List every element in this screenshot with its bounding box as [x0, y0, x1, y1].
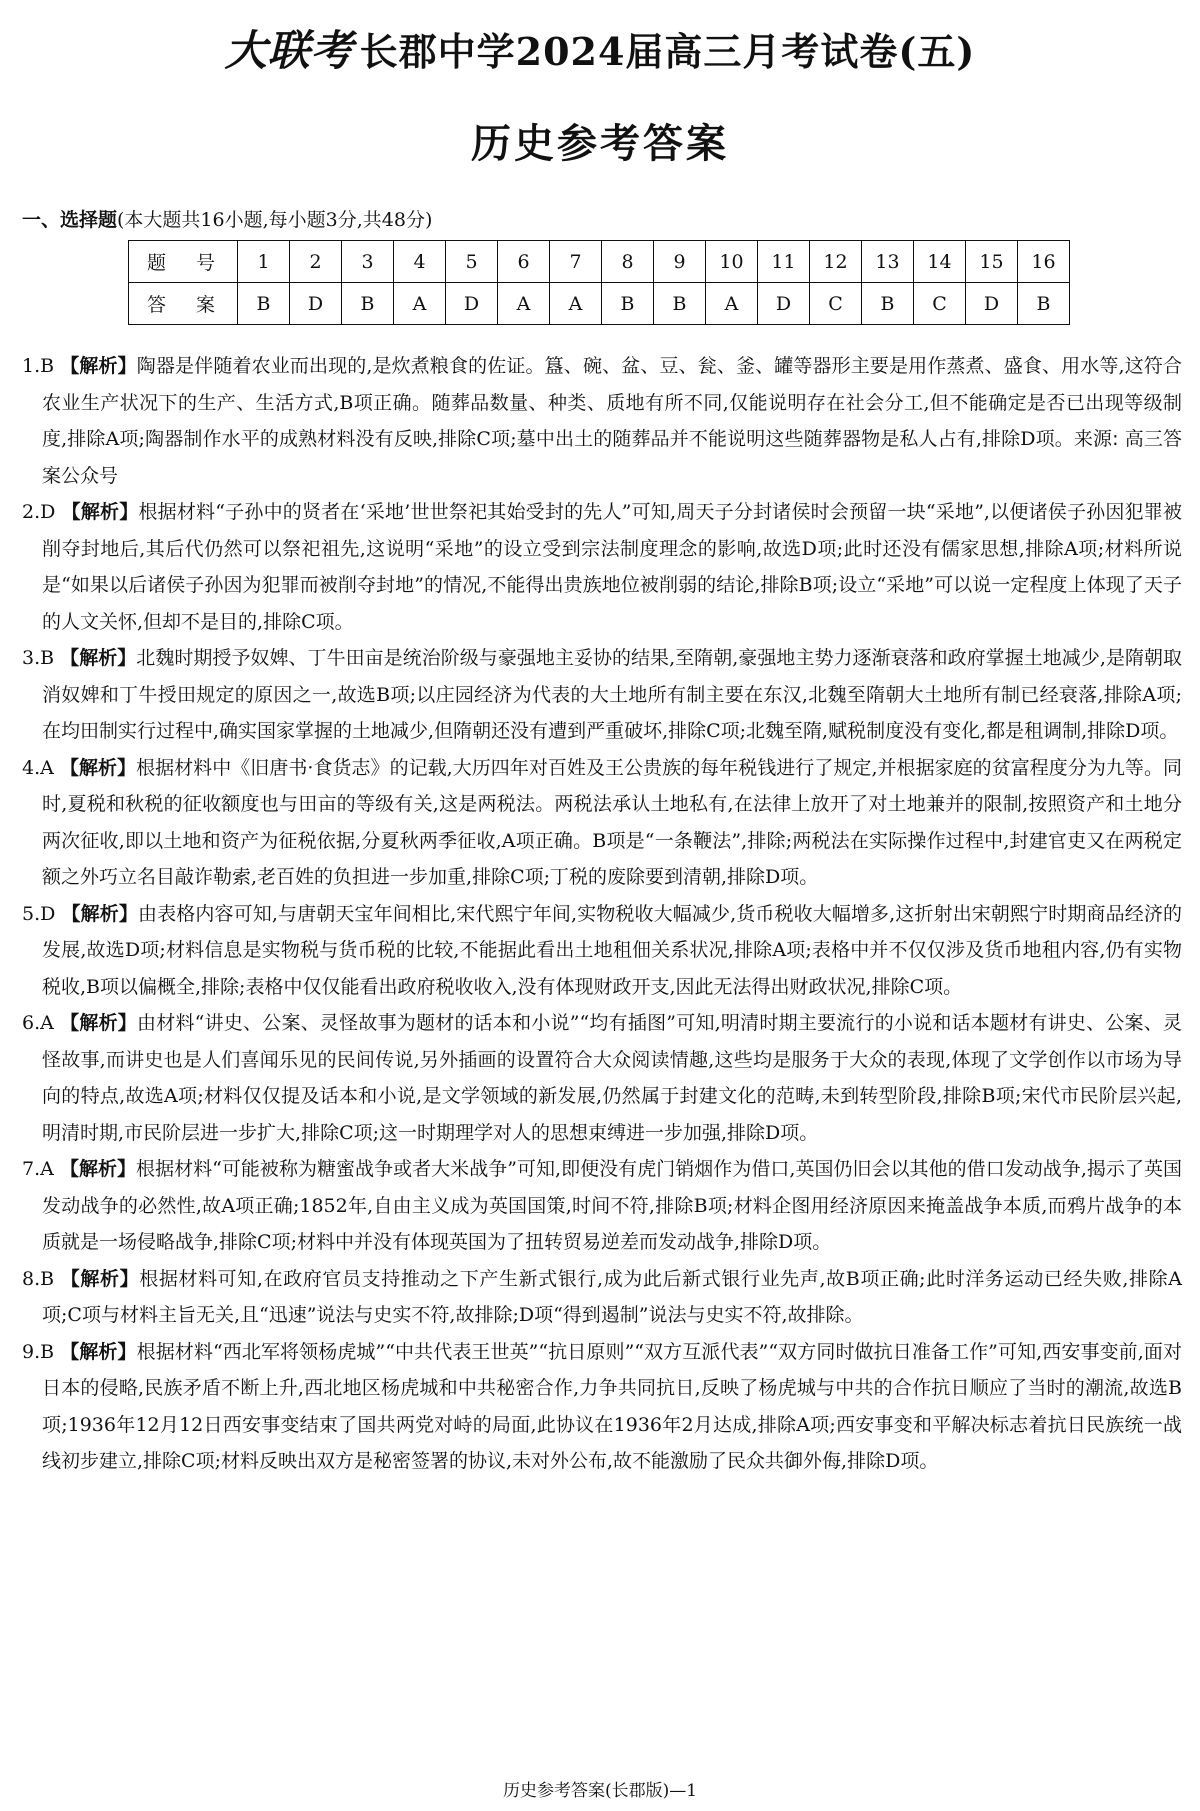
- answer-row: [129, 283, 1070, 325]
- question-number: 14: [914, 241, 966, 283]
- question-number: 11: [758, 241, 810, 283]
- answer-cell: D: [446, 283, 498, 325]
- answer-cell: B: [1018, 283, 1070, 325]
- row-label-number: 题 号: [129, 241, 238, 283]
- item-number: 7.A: [22, 1158, 54, 1180]
- question-number: 5: [446, 241, 498, 283]
- question-number: 4: [394, 241, 446, 283]
- item-text: 陶器是伴随着农业而出现的,是炊煮粮食的佐证。簋、碗、盆、豆、瓮、釜、罐等器形主要是用作蒸煮、盛食、用水等,这符合农业生产状况下的生产、生活方式,B项正确。随葬品数量、种类、质地有所不同,仅能说明存在社会分工,但不能确定是否已出现等级制度,排除A项;陶器制作水平的成熟材料没有反映,排除C项;墓中出土的随葬品并不能说明这些随葬器物是私人占有,排除D项。: [42, 355, 1182, 450]
- answer-cell: D: [290, 283, 342, 325]
- item-text: 根据材料“可能被称为糖蜜战争或者大米战争”可知,即便没有虎门销烟作为借口,英国仍旧会以其他的借口发动战争,揭示了英国发动战争的必然性,故A项正确;1852年,自由主义成为英国国策,时间不符,排除B项;材料企图用经济原因来掩盖战争本质,而鸦片战争的本质就是一场侵略战争,排除C项;材料中并没有体现英国为了扭转贸易逆差而发动战争,排除D项。: [42, 1158, 1182, 1253]
- row-label-answer: 答 案: [129, 283, 238, 325]
- analysis-tag: 【解析】: [60, 1012, 138, 1034]
- item-number: 2.D: [22, 501, 56, 523]
- question-number: 12: [810, 241, 862, 283]
- explanation-item-6: [22, 1005, 1182, 1151]
- question-number: 16: [1018, 241, 1070, 283]
- analysis-tag: 【解析】: [60, 355, 137, 377]
- item-number: 8.B: [22, 1267, 55, 1290]
- answer-table: [128, 240, 1070, 325]
- item-number: 4.A: [22, 756, 54, 779]
- answer-cell: A: [394, 283, 446, 325]
- page-title: 历史参考答案: [471, 120, 729, 167]
- item-text: 由材料“讲史、公案、灵怪故事为题材的话本和小说”“均有插图”可知,明清时期主要流行的小说和话本题材有讲史、公案、灵怪故事,而讲史也是人们喜闻乐见的民间传说,另外插画的设置符合大众阅读情趣,这些均是服务于大众的表现,体现了文学创作以市场为导向的特点,故选A项;材料仅仅提及话本和小说,是文学领域的新发展,仍然属于封建文化的范畴,未到转型阶段,排除B项;宋代市民阶层兴起,明清时期,市民阶层进一步扩大,排除C项;这一时期理学对人的思想束缚进一步加强,排除D项。: [42, 1012, 1182, 1144]
- explanation-item-1: [22, 348, 1182, 494]
- item-text: 根据材料可知,在政府官员支持推动之下产生新式银行,成为此后新式银行业先声,故B项正确;此时洋务运动已经失败,排除A项;C项与材料主旨无关,且“迅速”说法与史实不符,故排除;D项“得到遏制”说法与史实不符,故排除。: [42, 1267, 1182, 1326]
- item-text: 根据材料“西北军将领杨虎城”“中共代表王世英”“抗日原则”“双方互派代表”“双方同时做抗日准备工作”可知,西安事变前,面对日本的侵略,民族矛盾不断上升,西北地区杨虎城和中共秘密合作,力争共同抗日,反映了杨虎城与中共的合作抗日顺应了当时的潮流,故选B项;1936年12月12日西安事变结束了国共两党对峙的局面,此协议在1936年2月达成,排除A项;西安事变和平解决标志着抗日民族统一战线初步建立,排除C项;材料反映出双方是秘密签署的协议,未对外公布,故不能激励了民众共御外侮,排除D项。: [42, 1340, 1182, 1472]
- analysis-tag: 【解析】: [60, 647, 137, 669]
- analysis-tag: 【解析】: [59, 1158, 137, 1180]
- answer-cell: C: [810, 283, 862, 325]
- analysis-tag: 【解析】: [61, 902, 139, 925]
- question-number: 7: [550, 241, 602, 283]
- exam-title: 长郡中学2024届高三月考试卷(五): [359, 29, 976, 74]
- explanation-item-8: [22, 1261, 1182, 1334]
- question-number: 3: [342, 241, 394, 283]
- question-number: 10: [706, 241, 758, 283]
- page-footer: 历史参考答案(长郡版)—1: [502, 1781, 698, 1801]
- item-number: 9.B: [22, 1340, 55, 1363]
- question-number: 13: [862, 241, 914, 283]
- answer-cell: C: [914, 283, 966, 325]
- item-text: 由表格内容可知,与唐朝天宝年间相比,宋代熙宁年间,实物税收大幅减少,货币税收大幅增多,这折射出宋朝熙宁时期商品经济的发展,故选D项;材料信息是实物税与货币税的比较,不能据此看出土地租佃关系状况,排除A项;表格中并不仅仅涉及货币地租内容,仍有实物税收,B项以偏概全,排除;表格中仅仅能看出政府税收收入,没有体现财政开支,因此无法得出财政状况,排除C项。: [42, 902, 1182, 998]
- source-note: 来源: 高三答案公众号: [42, 428, 1182, 487]
- answer-cell: D: [966, 283, 1018, 325]
- question-number: 2: [290, 241, 342, 283]
- item-text: 北魏时期授予奴婢、丁牛田亩是统治阶级与豪强地主妥协的结果,至隋朝,豪强地主势力逐渐衰落和政府掌握土地减少,是隋朝取消奴婢和丁牛授田规定的原因之一,故选B项;以庄园经济为代表的大土地所有制主要在东汉,北魏至隋朝大土地所有制已经衰落,排除A项;在均田制实行过程中,确实国家掌握的土地减少,但隋朝还没有遭到严重破坏,排除C项;北魏至隋,赋税制度没有变化,都是租调制,排除D项。: [42, 647, 1182, 742]
- answer-cell: B: [862, 283, 914, 325]
- analysis-tag: 【解析】: [60, 1340, 137, 1363]
- explanation-item-2: [22, 494, 1182, 640]
- explanation-item-5: [22, 896, 1182, 1006]
- explanation-list: [22, 348, 1182, 1480]
- explanation-item-7: [22, 1151, 1182, 1261]
- answer-cell: B: [654, 283, 706, 325]
- question-number: 6: [498, 241, 550, 283]
- section-heading: [22, 205, 432, 232]
- item-text: 根据材料中《旧唐书·食货志》的记载,大历四年对百姓及王公贵族的每年税钱进行了规定,并根据家庭的贫富程度分为九等。同时,夏税和秋税的征收额度也与田亩的等级有关,这是两税法。两税法承认土地私有,在法律上放开了对土地兼并的限制,按照资产和土地分两次征收,即以土地和资产为征税依据,分夏秋两季征收,A项正确。B项是“一条鞭法”,排除;两税法在实际操作过程中,封建官吏又在两税定额之外巧立名目敲诈勒索,老百姓的负担进一步加重,排除C项;丁税的废除要到清朝,排除D项。: [42, 756, 1182, 888]
- explanation-item-9: [22, 1334, 1182, 1480]
- answer-cell: B: [602, 283, 654, 325]
- answer-cell: A: [550, 283, 602, 325]
- item-number: 6.A: [22, 1012, 54, 1034]
- section-label: 一、选择题: [22, 209, 118, 231]
- item-number: 5.D: [22, 902, 56, 925]
- analysis-tag: 【解析】: [60, 1267, 140, 1290]
- analysis-tag: 【解析】: [59, 756, 137, 779]
- question-number: 8: [602, 241, 654, 283]
- question-number: 9: [654, 241, 706, 283]
- item-text: 根据材料“子孙中的贤者在‘采地’世世祭祀其始受封的先人”可知,周天子分封诸侯时会预留一块“采地”,以便诸侯子孙因犯罪被削夺封地后,其后代仍然可以祭祀祖先,这说明“采地”的设立受到宗法制度理念的影响,故选D项;此时还没有儒家思想,排除A项;材料所说是“如果以后诸侯子孙因为犯罪而被削夺封地”的情况,不能得出贵族地位被削弱的结论,排除B项;设立“采地”可以说一定程度上体现了天子的人文关怀,但却不是目的,排除C项。: [42, 501, 1182, 633]
- brand-logo: 大联考: [224, 26, 354, 75]
- question-number-row: [129, 241, 1070, 283]
- item-number: 1.B: [22, 355, 55, 377]
- item-number: 3.B: [22, 647, 55, 669]
- answer-cell: A: [498, 283, 550, 325]
- explanation-item-4: [22, 750, 1182, 896]
- question-number: 15: [966, 241, 1018, 283]
- question-number: 1: [238, 241, 290, 283]
- explanation-item-3: [22, 640, 1182, 750]
- answer-cell: B: [238, 283, 290, 325]
- section-note: (本大题共16小题,每小题3分,共48分): [117, 209, 433, 231]
- exam-header: [0, 18, 1200, 78]
- answer-cell: A: [706, 283, 758, 325]
- analysis-tag: 【解析】: [61, 501, 139, 523]
- answer-cell: B: [342, 283, 394, 325]
- answer-cell: D: [758, 283, 810, 325]
